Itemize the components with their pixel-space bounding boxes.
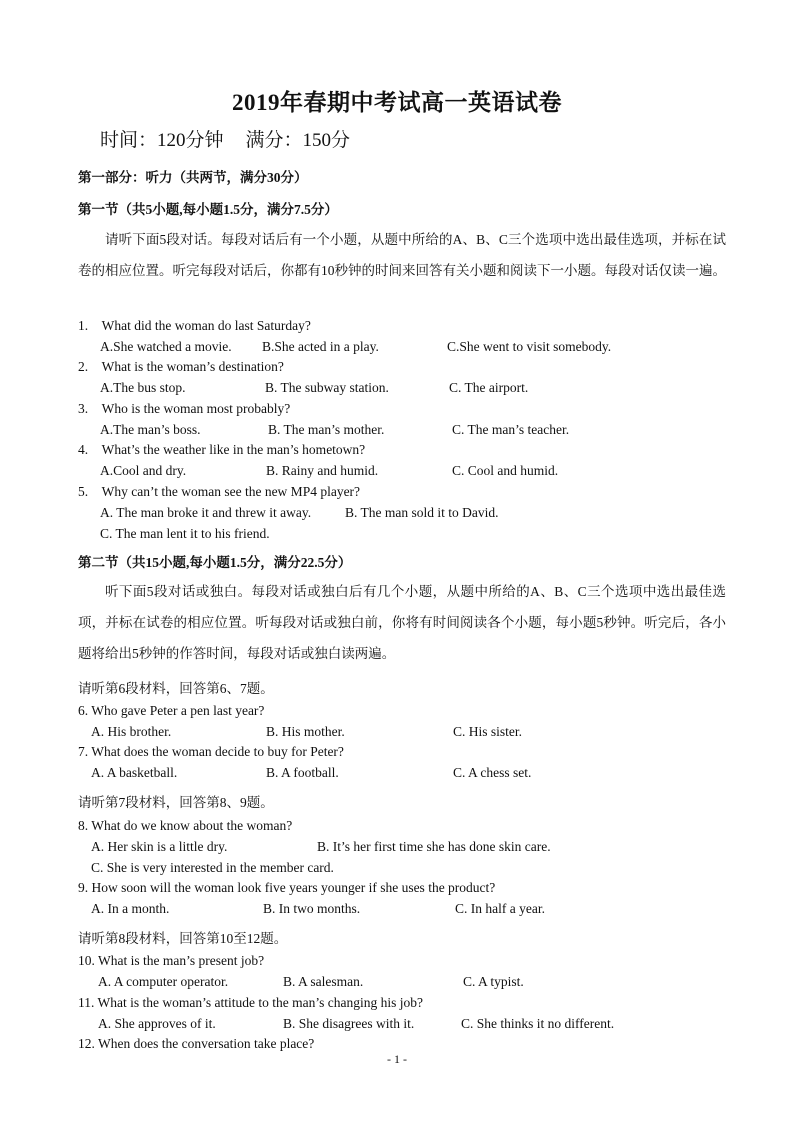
question-2 <box>78 359 284 375</box>
question-text: Who is the woman most probably? <box>101 401 291 416</box>
question-11: 11. What is the woman’s attitude to the man’s changing his job? <box>78 995 423 1010</box>
question-number: 3. <box>78 401 89 416</box>
page-number: - 1 - <box>387 1052 407 1066</box>
q3-option-c: C. The man’s teacher. <box>452 422 570 437</box>
q3-option-a: A.The man’s boss. <box>100 422 201 437</box>
section2-heading: 第二节（共15小题,每小题1.5分，满分22.5分） <box>78 555 352 570</box>
question-7: 7. What does the woman decide to buy for Peter? <box>78 744 344 759</box>
q10-option-c: C. A typist. <box>463 974 524 989</box>
q6-option-a: A. His brother. <box>91 724 172 739</box>
question-12: 12. When does the conversation take place? <box>78 1036 315 1051</box>
section1-heading: 第一节（共5小题,每小题1.5分，满分7.5分） <box>78 202 338 217</box>
q5-option-b: B. The man sold it to David. <box>345 505 499 520</box>
q5-option-a: A. The man broke it and threw it away. <box>100 505 312 520</box>
section2-instructions: 听下面5段对话或独白。每段对话或独白后有几个小题，从题中所给的A、B、C三个选项中选出最佳选项，并标在试卷的相应位置。听每段对话或独白前，你将有时间阅读各个小题，每小题5秒钟。听完后，各小题将给出5秒钟的作答时间，每段对话或独白读两遍。 <box>78 584 726 661</box>
exam-time: 时间：120分钟 <box>100 130 224 151</box>
q3-option-b: B. The man’s mother. <box>268 422 385 437</box>
page-title: 2019年春期中考试高一英语试卷 <box>232 90 562 115</box>
q9-option-a: A. In a month. <box>91 901 170 916</box>
question-number: 5. <box>78 484 89 499</box>
question-3 <box>78 401 290 417</box>
question-6: 6. Who gave Peter a pen last year? <box>78 703 265 718</box>
question-1 <box>78 318 311 334</box>
q7-option-c: C. A chess set. <box>453 765 532 780</box>
q10-option-b: B. A salesman. <box>283 974 364 989</box>
q1-option-c: C.She went to visit somebody. <box>447 339 612 354</box>
exam-meta <box>100 125 350 152</box>
q9-option-c: C. In half a year. <box>455 901 545 916</box>
question-text: Why can’t the woman see the new MP4 player? <box>101 484 361 499</box>
q1-option-a: A.She watched a movie. <box>100 339 232 354</box>
q1-option-b: B.She acted in a play. <box>262 339 379 354</box>
q6-option-c: C. His sister. <box>453 724 523 739</box>
question-number: 4. <box>78 442 89 457</box>
q4-option-c: C. Cool and humid. <box>452 463 559 478</box>
q11-option-b: B. She disagrees with it. <box>283 1016 415 1031</box>
question-9: 9. How soon will the woman look five years younger if she uses the product? <box>78 880 496 895</box>
q7-option-a: A. A basketball. <box>91 765 178 780</box>
q7-option-b: B. A football. <box>266 765 339 780</box>
question-8: 8. What do we know about the woman? <box>78 818 293 833</box>
q11-option-a: A. She approves of it. <box>98 1016 216 1031</box>
q2-option-c: C. The airport. <box>449 380 529 395</box>
q9-option-b: B. In two months. <box>263 901 361 916</box>
material-8-instruction: 请听第8段材料，回答第10至12题。 <box>78 931 288 946</box>
q2-option-b: B. The subway station. <box>265 380 389 395</box>
exam-score: 满分：150分 <box>245 130 351 151</box>
section1-instructions: 请听下面5段对话。每段对话后有一个小题，从题中所给的A、B、C三个选项中选出最佳选项，并标在试卷的相应位置。听完每段对话后，你都有10秒钟的时间来回答有关小题和阅读下一小题。每段对话仅读一遍。 <box>78 232 726 278</box>
q2-option-a: A.The bus stop. <box>100 380 186 395</box>
question-text: What is the woman’s destination? <box>101 359 284 374</box>
q8-option-a: A. Her skin is a little dry. <box>91 839 228 854</box>
q8-option-c: C. She is very interested in the member card. <box>91 860 334 875</box>
q11-option-c: C. She thinks it no different. <box>461 1016 615 1031</box>
material-6-instruction: 请听第6段材料，回答第6、7题。 <box>78 681 274 696</box>
question-4 <box>78 442 365 458</box>
q4-option-a: A.Cool and dry. <box>100 463 187 478</box>
question-number: 2. <box>78 359 89 374</box>
material-7-instruction: 请听第7段材料，回答第8、9题。 <box>78 795 274 810</box>
question-5 <box>78 484 360 500</box>
q4-option-b: B. Rainy and humid. <box>266 463 379 478</box>
question-10: 10. What is the man’s present job? <box>78 953 265 968</box>
q6-option-b: B. His mother. <box>266 724 345 739</box>
q5-option-c: C. The man lent it to his friend. <box>100 526 270 541</box>
question-text: What’s the weather like in the man’s hometown? <box>101 442 366 457</box>
q10-option-a: A. A computer operator. <box>98 974 229 989</box>
question-text: What did the woman do last Saturday? <box>101 318 311 333</box>
part1-heading: 第一部分：听力（共两节，满分30分） <box>78 170 308 185</box>
q8-option-b: B. It’s her first time she has done skin care. <box>317 839 551 854</box>
question-number: 1. <box>78 318 89 333</box>
